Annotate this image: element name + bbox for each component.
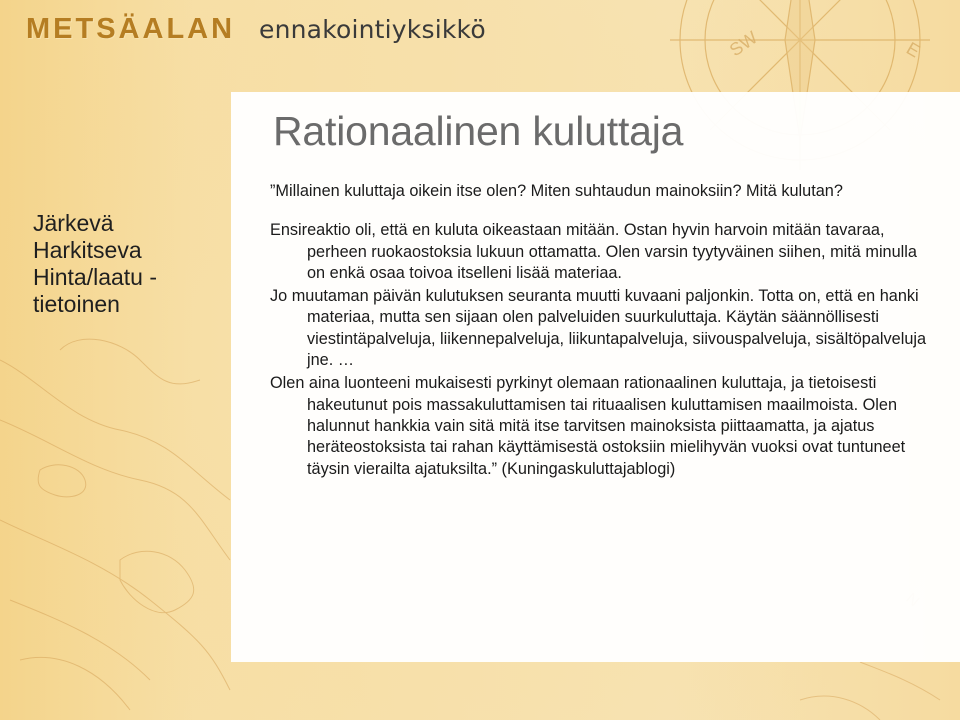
body-text (270, 181, 935, 480)
keyword: Järkevä (33, 210, 114, 236)
paragraph: Jo muutaman päivän kulutuksen seuranta muutti kuvaani paljonkin. Totta on, että en hanki materiaa, mutta sen sijaan olen palveluiden suurkuluttaja. Käytän säännöllisesti viestintäpalveluja, liikennepalveluja, liikuntapalveluja, siivouspalveluja, sisältöpalveluja jne. … (270, 287, 927, 370)
paragraph: ”Millainen kuluttaja oikein itse olen? Miten suhtaudun mainoksiin? Mitä kulutan? (270, 182, 843, 200)
keyword: tietoinen (33, 291, 120, 317)
header (0, 0, 960, 64)
svg-text:SW: SW (725, 27, 762, 61)
sidebar-keywords (33, 210, 223, 318)
page-title: Rationaalinen kuluttaja (273, 108, 684, 154)
paragraph: Ensireaktio oli, että en kuluta oikeastaan mitään. Ostan hyvin harvoin mitään tavaraa, perheen ruokaostoksia lukuun ottamatta. Olen varsin tyytyväinen siihen, mitä minulla on enkä osaa toivoa itselleni lisää materiaa. (270, 221, 917, 282)
keyword: Hinta/laatu - (33, 264, 158, 290)
paragraph: Olen aina luonteeni mukaisesti pyrkinyt olemaan rationaalinen kuluttaja, ja tietoisesti hakeutunut pois massakuluttamisen tai rituaalisen kuluttamisen maailmoista. Olen halunnut hankkia vain sitä mitä itse tarvitsen mainoksista piittaamatta, ja ajatus heräteostoksista tai rahan käyttämisestä ostoksiin mielihyvän vuoksi ovat tuntuneet täysin vierailta ajatuksilta.” (Kuningaskuluttajablogi) (270, 374, 906, 478)
brand-subtitle: ennakointiyksikkö (259, 15, 486, 44)
brand-logo: METSÄALAN (26, 13, 236, 45)
svg-text:E: E (903, 38, 924, 62)
keyword: Harkitseva (33, 237, 142, 263)
